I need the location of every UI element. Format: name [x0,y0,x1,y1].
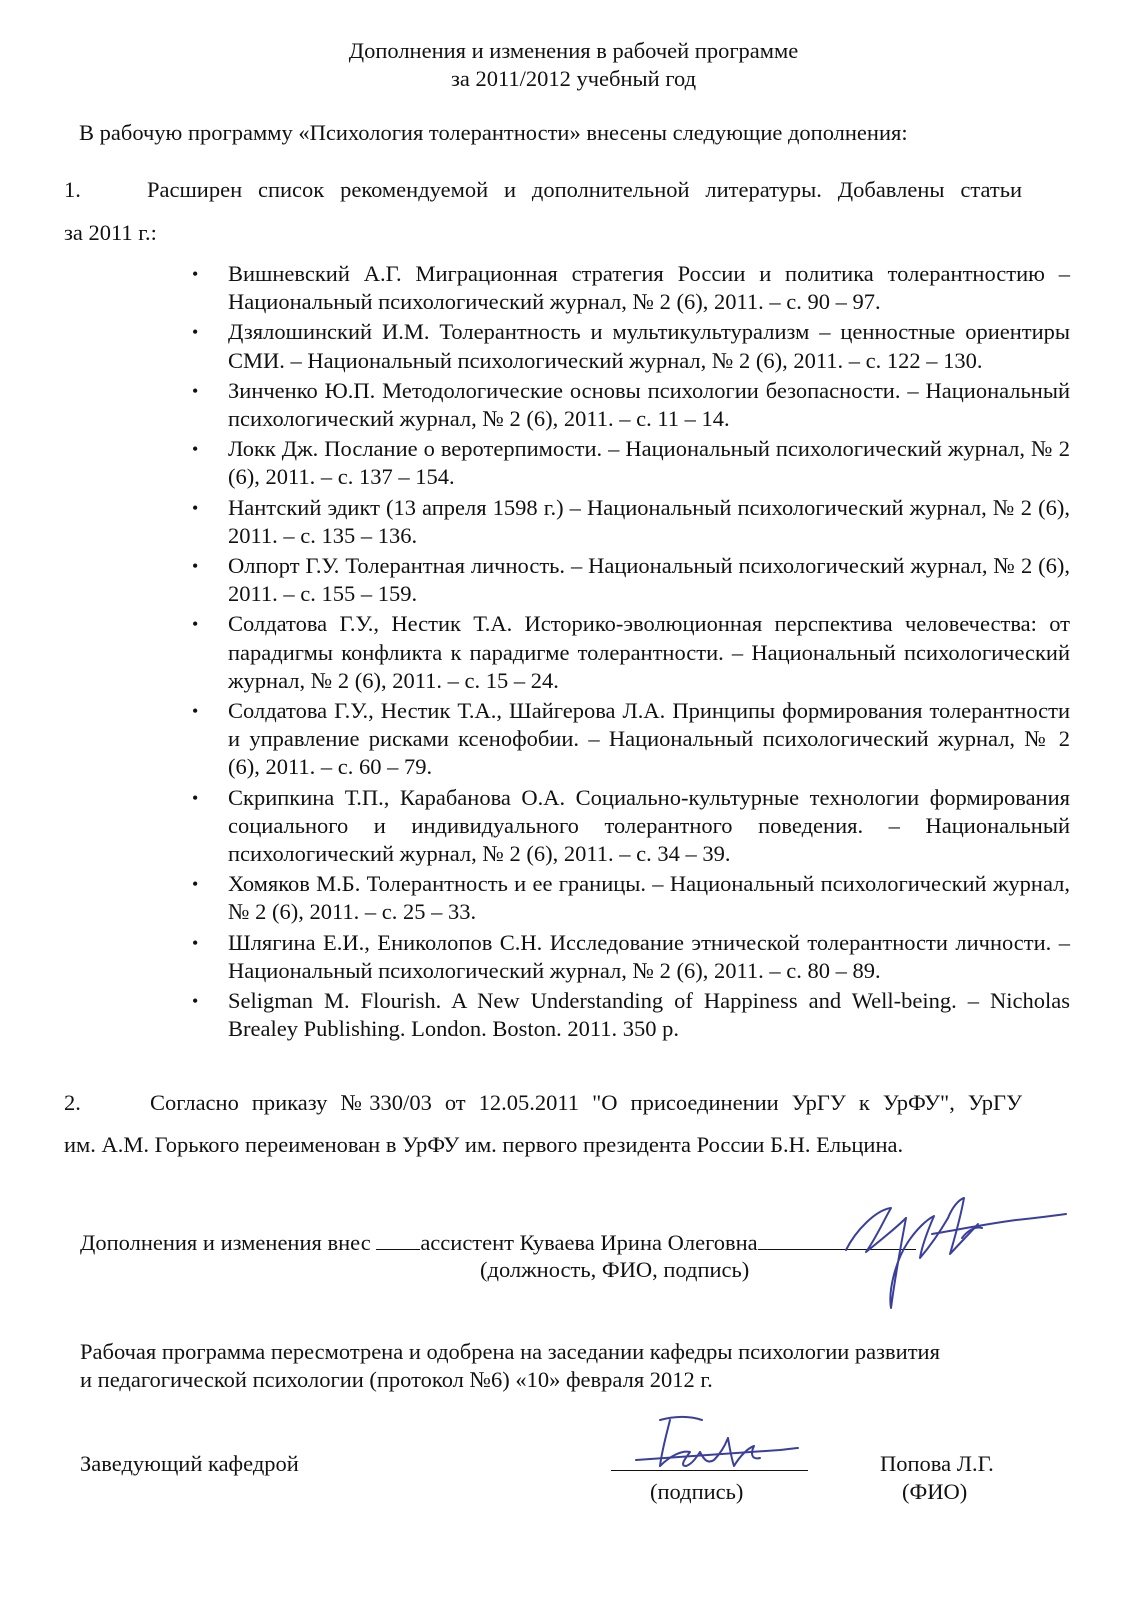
bullet-icon: • [192,614,199,635]
bullet-icon: • [192,991,199,1012]
blank-underline [376,1227,420,1250]
handwritten-signature-kuvaeva [836,1190,1076,1315]
reference-text: Хомяков М.Б. Толерантность и ее границы. – Национальный психологический журнал, № 2 (6), 2011. – с. 25 – 33. [228,871,1070,925]
head-signature-caption: (подпись) [650,1479,744,1504]
changes-by-line [80,1227,916,1257]
references-list [192,260,1070,1045]
reference-item [192,377,1070,433]
section1-text-line2: за 2011 г.: [64,220,157,245]
reference-text: Локк Дж. Послание о веротерпимости. – Национальный психологический журнал, № 2 (6), 2011. – с. 137 – 154. [228,436,1070,490]
intro-paragraph: В рабочую программу «Психология толерантности» внесены следующие дополнения: [79,120,908,145]
reference-item [192,697,1070,782]
bullet-icon: • [192,787,199,808]
bullet-icon: • [192,264,199,284]
reference-text: Скрипкина Т.П., Карабанова О.А. Социально-культурные технологии формирования социального и индивидуального толерантного поведения. – Национальный психологический журнал, № 2 (6), 2011. – с. 34 – 39. [228,784,1070,867]
document-title-line1: Дополнения и изменения в рабочей программе [348,38,799,63]
changes-by-value: ассистент Куваева Ирина Олеговна [420,1230,758,1255]
reference-text: Шлягина Е.И., Ениколопов С.Н. Исследование этнической толерантности личности. – Национальный психологический журнал, № 2 (6), 2011. – с. 80 – 89. [228,929,1070,983]
reference-item [192,929,1070,985]
approval-line1: Рабочая программа пересмотрена и одобрена на заседании кафедры психологии развития [80,1339,940,1364]
changes-by-caption: (должность, ФИО, подпись) [480,1257,750,1282]
reference-item [192,784,1070,869]
reference-text: Зинченко Ю.П. Методологические основы психологии безопасности. – Национальный психологический журнал, № 2 (6), 2011. – с. 11 – 14. [228,377,1070,432]
bullet-icon: • [192,497,199,518]
section1-number: 1. [64,177,81,202]
reference-text: Олпорт Г.У. Толерантная личность. – Национальный психологический журнал, № 2 (6), 2011. – с. 155 – 159. [228,553,1070,607]
bullet-icon: • [192,932,199,953]
reference-text: Солдатова Г.У., Нестик Т.А., Шайгерова Л.А. Принципы формирования толерантности и управление рисками ксенофобии. – Национальный психологический журнал, № 2 (6), 2011. – с. 60 – 79. [228,698,1070,780]
reference-item [192,260,1070,316]
reference-item [192,987,1070,1043]
reference-item [192,318,1070,374]
reference-item [192,610,1070,695]
bullet-icon: • [192,380,199,401]
head-of-department-name: Попова Л.Г. [880,1451,994,1476]
bullet-icon: • [192,439,199,460]
changes-by-label: Дополнения и изменения внес [80,1230,371,1255]
head-of-department-label: Заведующий кафедрой [80,1451,299,1476]
bullet-icon: • [192,556,199,577]
bullet-icon: • [192,701,199,722]
reference-text: Дзялошинский И.М. Толерантность и мультикультурализм – ценностные ориентиры СМИ. – Национальный психологический журнал, № 2 (6), 2011. – с. 122 – 130. [228,319,1070,373]
document-title-line2: за 2011/2012 учебный год [450,66,697,91]
reference-text: Вишневский А.Г. Миграционная стратегия России и политика толерантностию – Национальный психологический журнал, № 2 (6), 2011. – с. 90 – 97. [228,261,1070,315]
section1-text-line1: Расширен список рекомендуемой и дополнительной литературы. Добавлены статьи [147,177,1022,202]
head-name-caption: (ФИО) [902,1479,968,1504]
bullet-icon: • [192,322,199,343]
reference-item [192,494,1070,550]
section2-number: 2. [64,1090,81,1115]
handwritten-signature-popova [630,1408,800,1478]
reference-text: Нантский эдикт (13 апреля 1598 г.) – Национальный психологический журнал, № 2 (6), 2011. – с. 135 – 136. [228,494,1070,548]
approval-line2: и педагогической психологии (протокол №6) «10» февраля 2012 г. [80,1367,713,1392]
section2-text-line2: им. А.М. Горького переименован в УрФУ им. первого президента России Б.Н. Ельцина. [64,1132,904,1157]
reference-text: Солдатова Г.У., Нестик Т.А. Историко-эволюционная перспектива человечества: от парадигмы конфликта к парадигме толерантности. – Национальный психологический журнал, № 2 (6), 2011. – с. 15 – 24. [228,611,1070,693]
bullet-icon: • [192,874,199,895]
reference-item [192,435,1070,491]
reference-text: Seligman M. Flourish. A New Understanding of Happiness and Well-being. – Nicholas Brealey Publishing. London. Boston. 2011. 350 p. [228,988,1070,1042]
reference-item [192,552,1070,608]
section2-text-line1: Согласно приказу №330/03 от 12.05.2011 "О присоединении УрГУ к УрФУ", УрГУ [150,1090,1022,1115]
reference-item [192,870,1070,926]
